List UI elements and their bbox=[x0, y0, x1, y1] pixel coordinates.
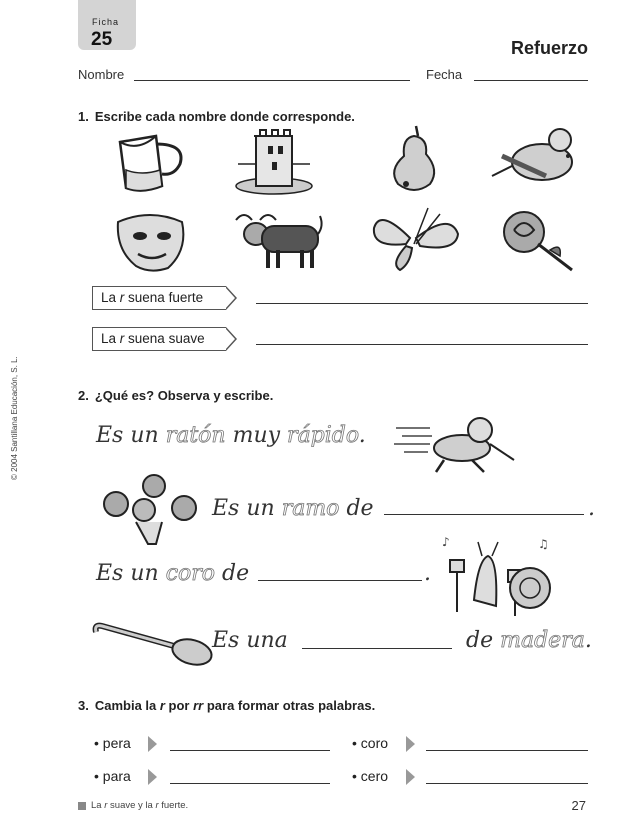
sentence-end: . bbox=[584, 628, 592, 653]
tag-strong-r bbox=[92, 286, 226, 310]
exercise-instruction: Escribe cada nombre donde corresponde. bbox=[94, 109, 355, 124]
sentence-end: . bbox=[358, 423, 366, 448]
footer-letter: r bbox=[104, 800, 108, 811]
sentence-4-answer-line[interactable] bbox=[302, 648, 452, 649]
ficha-label: Ficha bbox=[92, 17, 120, 27]
exercise-2-heading bbox=[78, 388, 273, 403]
exercise-number: 2. bbox=[78, 388, 89, 403]
footer-part: suave y la bbox=[107, 800, 156, 811]
word-coro: • coro bbox=[352, 735, 389, 751]
pear-icon bbox=[384, 122, 444, 194]
sentence-1 bbox=[96, 423, 366, 448]
answer-line-para[interactable] bbox=[170, 783, 330, 784]
instruction-part: Cambia la bbox=[94, 698, 160, 713]
sentence-3 bbox=[96, 561, 249, 586]
exercise-1-heading bbox=[78, 109, 355, 124]
instruction-part: para formar otras palabras. bbox=[203, 698, 376, 713]
sentence-mid: de bbox=[222, 561, 250, 586]
mouse-icon bbox=[490, 126, 582, 190]
arrow-icon bbox=[406, 736, 415, 752]
sentence-3-answer-line[interactable] bbox=[258, 580, 422, 581]
tag-letter: r bbox=[119, 331, 125, 346]
arrow-icon bbox=[148, 736, 157, 752]
soft-r-answer-line[interactable] bbox=[256, 344, 588, 345]
roses-bouquet-icon bbox=[92, 474, 202, 546]
tag-prefix: La bbox=[101, 331, 120, 346]
footer-square-icon bbox=[78, 802, 86, 810]
date-field[interactable] bbox=[474, 80, 588, 81]
answer-line-cero[interactable] bbox=[426, 783, 588, 784]
footer-part: fuerte. bbox=[158, 800, 189, 811]
sentence-mid: muy bbox=[232, 423, 281, 448]
running-mouse-icon bbox=[392, 410, 518, 476]
strong-r-answer-line[interactable] bbox=[256, 303, 588, 304]
name-label: Nombre bbox=[78, 67, 125, 82]
traced-word: rápido bbox=[287, 423, 359, 448]
sentence-start: Es un bbox=[96, 561, 159, 586]
sentence-mid: de bbox=[466, 628, 494, 653]
traced-word: madera bbox=[500, 628, 585, 653]
footer-letter: r bbox=[155, 800, 159, 811]
page-number: 27 bbox=[571, 798, 586, 813]
wooden-spoon-icon bbox=[92, 620, 216, 668]
sentence-3-end: . bbox=[424, 561, 431, 586]
page-title: Refuerzo bbox=[510, 38, 588, 58]
jug-icon bbox=[112, 130, 192, 198]
sentence-4-rest bbox=[466, 628, 592, 653]
date-label: Fecha bbox=[426, 67, 463, 82]
arrow-icon bbox=[406, 769, 415, 785]
sentence-mid: de bbox=[346, 496, 374, 521]
footer-topic bbox=[91, 800, 188, 811]
answer-line-coro[interactable] bbox=[426, 750, 588, 751]
rose-icon bbox=[494, 206, 580, 276]
traced-word: ramo bbox=[281, 496, 340, 521]
instruction-letter: rr bbox=[193, 698, 204, 713]
tag-suffix: suena fuerte bbox=[124, 290, 204, 305]
mask-icon bbox=[110, 208, 190, 274]
word-cero: • cero bbox=[352, 768, 389, 784]
copyright-text: © 2004 Santillana Educación, S. L. bbox=[10, 356, 19, 480]
sentence-start: Es un bbox=[212, 496, 275, 521]
butterfly-icon bbox=[370, 204, 462, 274]
traced-word: ratón bbox=[165, 423, 226, 448]
name-field[interactable] bbox=[134, 80, 410, 81]
tag-letter: r bbox=[119, 290, 125, 305]
answer-line-pera[interactable] bbox=[170, 750, 330, 751]
sentence-2-end: . bbox=[588, 496, 595, 521]
footer-part: La bbox=[91, 800, 105, 811]
tag-soft-r bbox=[92, 327, 226, 351]
traced-word: coro bbox=[165, 561, 216, 586]
sentence-4: Es una bbox=[212, 628, 288, 653]
bull-icon bbox=[232, 206, 324, 274]
sentence-2 bbox=[212, 496, 374, 521]
instruction-part: por bbox=[164, 698, 194, 713]
tag-suffix: suena suave bbox=[124, 331, 205, 346]
exercise-number: 3. bbox=[78, 698, 89, 713]
instruction-letter: r bbox=[159, 698, 165, 713]
svg-text:♫: ♫ bbox=[538, 537, 549, 551]
snail-choir-icon bbox=[434, 530, 560, 622]
tower-icon bbox=[234, 124, 316, 196]
word-para: • para bbox=[94, 768, 131, 784]
arrow-icon bbox=[148, 769, 157, 785]
svg-text:♪: ♪ bbox=[442, 535, 450, 549]
exercise-number: 1. bbox=[78, 109, 89, 124]
tag-prefix: La bbox=[101, 290, 120, 305]
sentence-2-answer-line[interactable] bbox=[384, 514, 584, 515]
exercise-instruction: ¿Qué es? Observa y escribe. bbox=[94, 388, 274, 403]
ficha-number: 25 bbox=[91, 29, 113, 50]
sentence-start: Es un bbox=[96, 423, 159, 448]
exercise-3-heading bbox=[78, 698, 375, 713]
word-pera: • pera bbox=[94, 735, 131, 751]
